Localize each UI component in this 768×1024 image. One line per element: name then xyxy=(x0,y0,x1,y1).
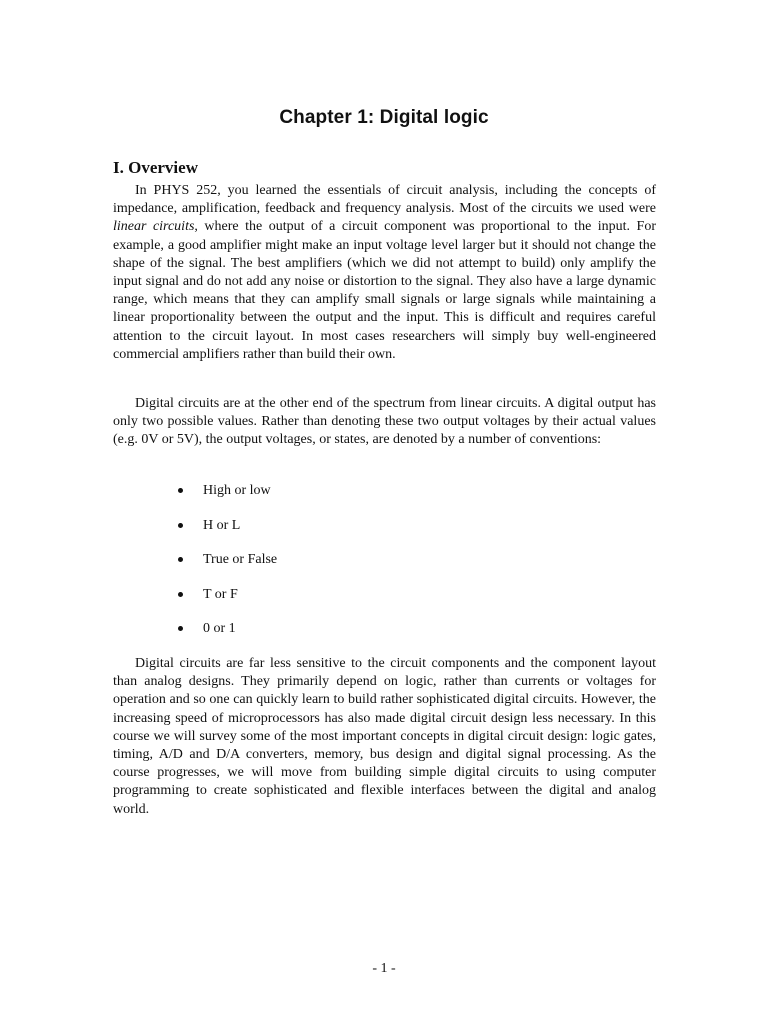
list-item xyxy=(178,517,277,552)
bullet-icon xyxy=(178,523,183,528)
bullet-icon xyxy=(178,557,183,562)
bullet-icon xyxy=(178,488,183,493)
list-item-text: T or F xyxy=(203,586,238,602)
list-item-text: H or L xyxy=(203,517,241,533)
bullet-icon xyxy=(178,626,183,631)
section-heading-overview: I. Overview xyxy=(113,158,198,177)
chapter-title: Chapter 1: Digital logic xyxy=(279,107,489,128)
conventions-list xyxy=(178,482,277,655)
paragraph-text: In PHYS 252, you learned the essentials of circuit analysis, including the concepts of impedance, amplification, feedback and frequency analysis. Most of the circuits we used were xyxy=(113,183,656,217)
italic-term-linear-circuits: linear circuits xyxy=(113,219,195,235)
paragraph-digital-circuits-intro: Digital circuits are at the other end of the spectrum from linear circuits. A digital output has only two possible values. Rather than denoting these two output voltages by their actual values (e.g. 0V or 5V), the output voltages, or states, are denoted by a number of conventions: xyxy=(113,396,656,448)
list-item xyxy=(178,620,277,655)
paragraph-digital-vs-analog: Digital circuits are far less sensitive to the circuit components and the component layout than analog designs. They primarily depend on logic, rather than currents or voltages for operation and so one can quickly learn to build rather sophisticated digital circuits. However, the increasing speed of microprocessors has also made digital circuit design less necessary. In this course we will survey some of the most important concepts in digital circuit design: logic gates, timing, A/D and D/A converters, memory, bus design and digital signal processing. As the course progresses, we will move from building simple digital circuits to using computer programming to create sophisticated and flexible interfaces between the digital and analog world. xyxy=(113,656,656,817)
list-item-text: High or low xyxy=(203,483,271,498)
page-number: - 1 - xyxy=(372,961,396,976)
list-item-text: True or False xyxy=(203,552,278,567)
list-item xyxy=(178,551,277,586)
list-item xyxy=(178,482,277,517)
bullet-icon xyxy=(178,592,183,597)
list-item xyxy=(178,586,277,621)
list-item-text: 0 or 1 xyxy=(203,621,236,636)
paragraph-linear-circuits xyxy=(113,182,656,364)
paragraph-text: , where the output of a circuit component was proportional to the input. For example, a good amplifier might make an input voltage level larger but it should not change the shape of the signal. The best amplifiers (which we did not attempt to build) only amplify the input signal and do not add any noise or distortion to the signal. They also have a large dynamic range, which means that they can amplify small signals or large signals while maintaining a linear proportionality between the output and the input. This is difficult and requires careful attention to the circuit layout. In most cases researchers will simply buy well-engineered commercial amplifiers rather than build their own. xyxy=(113,219,657,362)
